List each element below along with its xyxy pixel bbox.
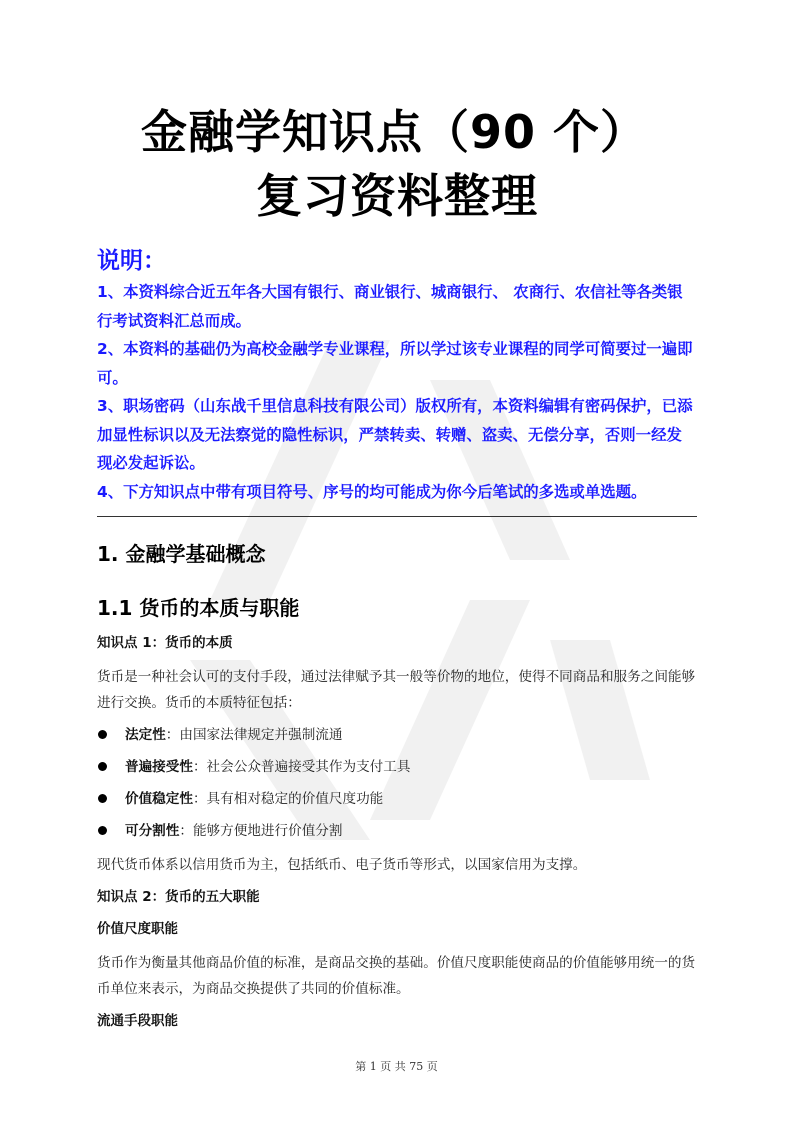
paragraph: 货币作为衡量其他商品价值的标准，是商品交换的基础。价值尺度职能使商品的价值能够用统一的货币单位来表示，为商品交换提供了共同的价值标准。 <box>97 955 696 997</box>
subsection-heading: 1.1 货币的本质与职能 <box>97 596 300 620</box>
section-heading: 1. 金融学基础概念 <box>97 542 266 566</box>
term-desc: ：由国家法律规定并强制流通 <box>165 727 343 743</box>
note-item: 2、本资料的基础仍为高校金融学专业课程，所以学过该专业课程的同学可简要过一遍即可。 <box>97 340 693 387</box>
notes-block <box>97 244 697 506</box>
section-content <box>97 632 697 1042</box>
bullet-icon <box>98 730 107 739</box>
document-title <box>97 100 697 228</box>
term: 价值稳定性 <box>125 791 193 807</box>
knowledge-point-title: 知识点 2：货币的五大职能 <box>97 889 260 905</box>
bullet-icon <box>98 794 107 803</box>
function-heading: 价值尺度职能 <box>97 921 178 937</box>
term: 可分割性 <box>125 823 180 839</box>
paragraph: 货币是一种社会认可的支付手段，通过法律赋予其一般等价物的地位，使得不同商品和服务之间能够进行交换。货币的本质特征包括： <box>97 669 696 711</box>
title-line-1: 金融学知识点（90 个） <box>140 105 648 159</box>
list-item <box>97 756 697 778</box>
title-line-2: 复习资料整理 <box>256 169 538 223</box>
bullet-list <box>97 724 697 842</box>
term-desc: ：能够方便地进行价值分割 <box>179 823 343 839</box>
list-item <box>97 788 697 810</box>
term: 普遍接受性 <box>125 759 193 775</box>
list-item <box>97 724 697 746</box>
bullet-icon <box>98 762 107 771</box>
knowledge-point-title: 知识点 1：货币的本质 <box>97 635 233 651</box>
list-item <box>97 820 697 842</box>
term-desc: ：社会公众普遍接受其作为支付工具 <box>192 759 411 775</box>
term-desc: ：具有相对稳定的价值尺度功能 <box>192 791 384 807</box>
page-footer: 第 1 页 共 75 页 <box>355 1060 438 1073</box>
paragraph: 现代货币体系以信用货币为主，包括纸币、电子货币等形式，以国家信用为支撑。 <box>97 857 587 873</box>
function-heading: 流通手段职能 <box>97 1013 178 1029</box>
term: 法定性 <box>125 727 166 743</box>
divider <box>97 516 697 517</box>
note-item: 1、本资料综合近五年各大国有银行、商业银行、城商银行、 农商行、农信社等各类银行考试资料汇总而成。 <box>97 283 683 330</box>
notes-heading: 说明： <box>97 248 166 274</box>
note-item: 4、下方知识点中带有项目符号、序号的均可能成为你今后笔试的多选或单选题。 <box>97 482 647 501</box>
note-item: 3、职场密码（山东战千里信息科技有限公司）版权所有，本资料编辑有密码保护，已添加显性标识以及无法察觉的隐性标识，严禁转卖、转赠、盗卖、无偿分享，否则一经发现必发起诉讼。 <box>97 397 693 472</box>
bullet-icon <box>98 826 107 835</box>
